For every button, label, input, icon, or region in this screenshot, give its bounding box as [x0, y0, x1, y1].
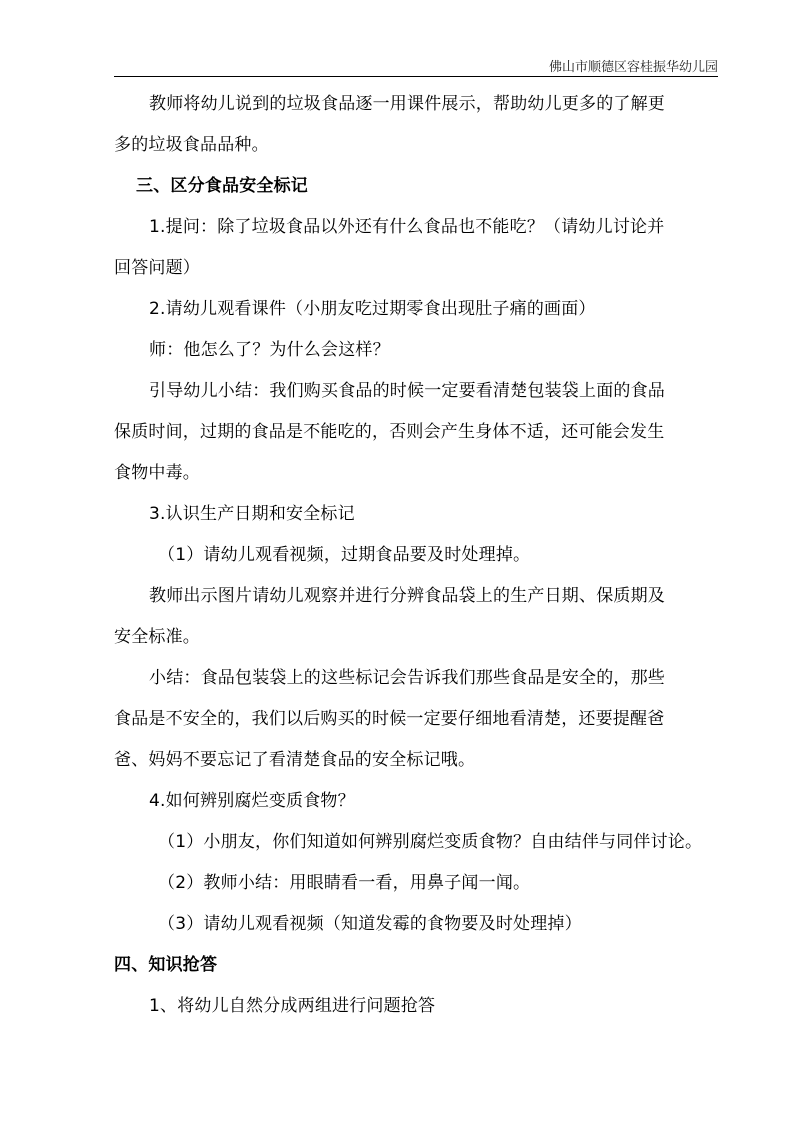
paragraph-item-3: 3.认识生产日期和安全标记: [149, 504, 355, 524]
paragraph-quiz-groups: 1、将幼儿自然分成两组进行问题抢答: [149, 996, 436, 1016]
header-kindergarten-name: 佛山市顺德区容桂振华幼儿园: [548, 60, 718, 75]
section-heading-3: 三、区分食品安全标记: [136, 176, 308, 196]
paragraph-teacher-shows-pictures-cont: 安全标准。: [114, 627, 200, 647]
paragraph-watch-courseware: 2.请幼儿观看课件（小朋友吃过期零食出现肚子痛的画面）: [149, 299, 596, 319]
paragraph-item-4: 4.如何辨别腐烂变质食物？: [149, 791, 355, 811]
paragraph-summary-labels: 小结：食品包装袋上的这些标记会告诉我们那些食品是安全的，那些: [149, 668, 665, 688]
paragraph-summary-labels-line2: 食品是不安全的，我们以后购买的时候一定要仔细地看清楚，还要提醒爸: [114, 709, 665, 729]
page-header: [114, 52, 718, 77]
paragraph-courseware-intro: 教师将幼儿说到的垃圾食品逐一用课件展示，帮助幼儿更多的了解更: [149, 94, 665, 114]
section-heading-4: 四、知识抢答: [114, 955, 218, 975]
paragraph-courseware-intro-cont: 多的垃圾食品品种。: [114, 135, 269, 155]
paragraph-teacher-shows-pictures: 教师出示图片请幼儿观察并进行分辨食品袋上的生产日期、保质期及: [149, 586, 665, 606]
paragraph-question-1-cont: 回答问题）: [114, 258, 200, 278]
paragraph-subitem-4-1: （1）小朋友，你们知道如何辨别腐烂变质食物？自由结伴与同伴讨论。: [158, 832, 703, 852]
paragraph-subitem-4-2: （2）教师小结：用眼睛看一看，用鼻子闻一闻。: [158, 873, 531, 893]
page-body: [114, 84, 720, 1027]
paragraph-summary-labels-line3: 爸、妈妈不要忘记了看清楚食品的安全标记哦。: [114, 750, 476, 770]
paragraph-summary-guide-line3: 食物中毒。: [114, 463, 200, 483]
paragraph-summary-guide: 引导幼儿小结：我们购买食品的时候一定要看清楚包装袋上面的食品: [149, 381, 665, 401]
paragraph-question-1: 1.提问：除了垃圾食品以外还有什么食品也不能吃？（请幼儿讨论并: [149, 217, 665, 237]
paragraph-summary-guide-line2: 保质时间，过期的食品是不能吃的，否则会产生身体不适，还可能会发生: [114, 422, 665, 442]
paragraph-teacher-question: 师：他怎么了？为什么会这样？: [149, 340, 390, 360]
paragraph-subitem-3-1: （1）请幼儿观看视频，过期食品要及时处理掉。: [158, 545, 531, 565]
paragraph-subitem-4-3: （3）请幼儿观看视频（知道发霉的食物要及时处理掉）: [158, 914, 582, 934]
